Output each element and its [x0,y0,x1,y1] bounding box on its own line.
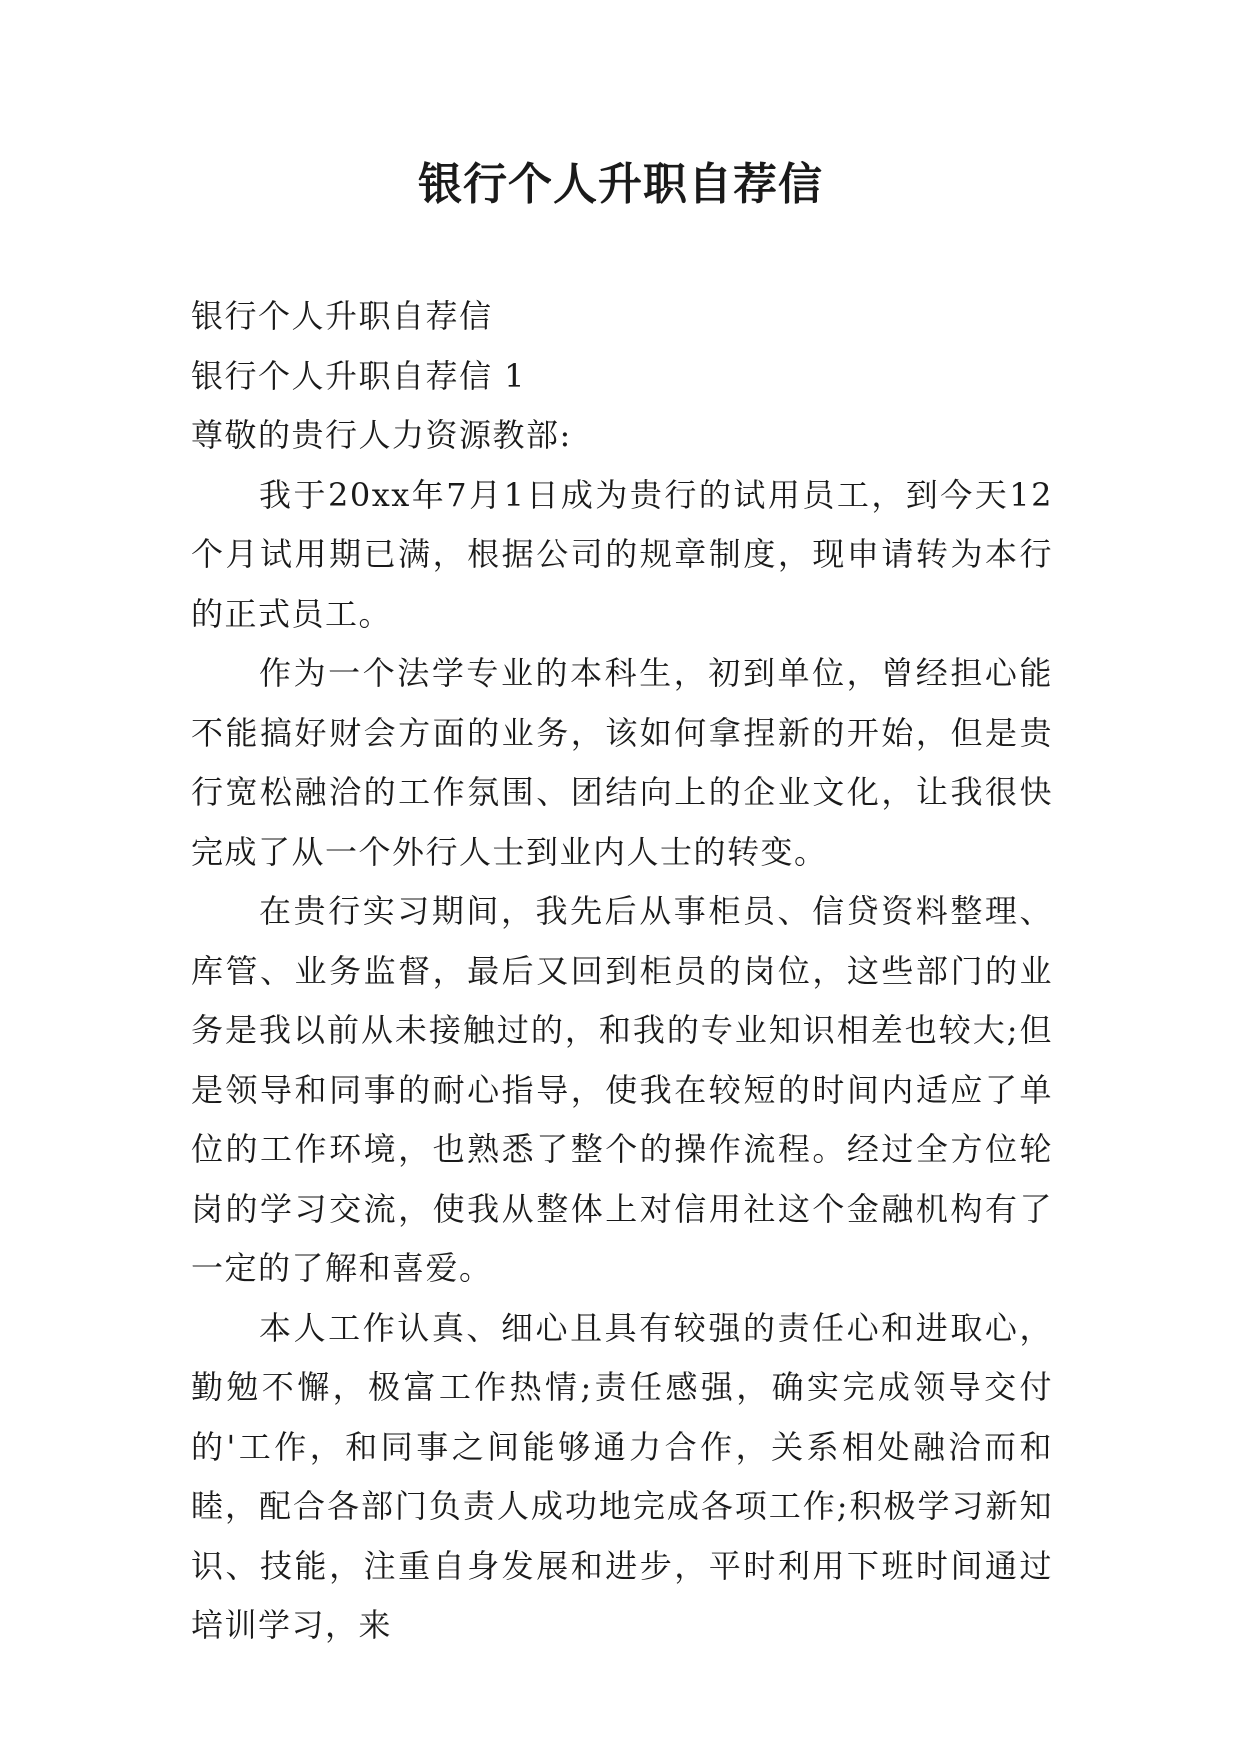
paragraph-1: 我于20xx年7月1日成为贵行的试用员工，到今天12个月试用期已满，根据公司的规章制度，现申请转为本行的正式员工。 [191,475,1053,633]
paragraph-3: 在贵行实习期间，我先后从事柜员、信贷资料整理、库管、业务监督，最后又回到柜员的岗位，这些部门的业务是我以前从未接触过的，和我的专业知识相差也较大;但是领导和同事的耐心指导，使我在较短的时间内适应了单位的工作环境，也熟悉了整个的操作流程。经过全方位轮岗的学习交流，使我从整体上对信用社这个金融机构有了一定的了解和喜爱。 [191,892,1053,1287]
salutation: 尊敬的贵行人力资源教部: [191,416,572,454]
paragraph-2: 作为一个法学专业的本科生，初到单位，曾经担心能不能搞好财会方面的业务，该如何拿捏新的开始，但是贵行宽松融洽的工作氛围、团结向上的企业文化，让我很快完成了从一个外行人士到业内人士的转变。 [191,654,1053,871]
heading-line: 银行个人升职自荐信 [191,297,493,335]
document-title: 银行个人升职自荐信 [418,159,823,210]
paragraph-4: 本人工作认真、细心且具有较强的责任心和进取心，勤勉不懈，极富工作热情;责任感强，确实完成领导交付的'工作，和同事之间能够通力合作，关系相处融洽而和睦，配合各部门负责人成功地完成各项工作;积极学习新知识、技能，注重自身发展和进步，平时利用下班时间通过培训学习，来 [191,1308,1053,1644]
document-body [191,287,1053,1656]
subheading-line: 银行个人升职自荐信 1 [191,356,527,395]
